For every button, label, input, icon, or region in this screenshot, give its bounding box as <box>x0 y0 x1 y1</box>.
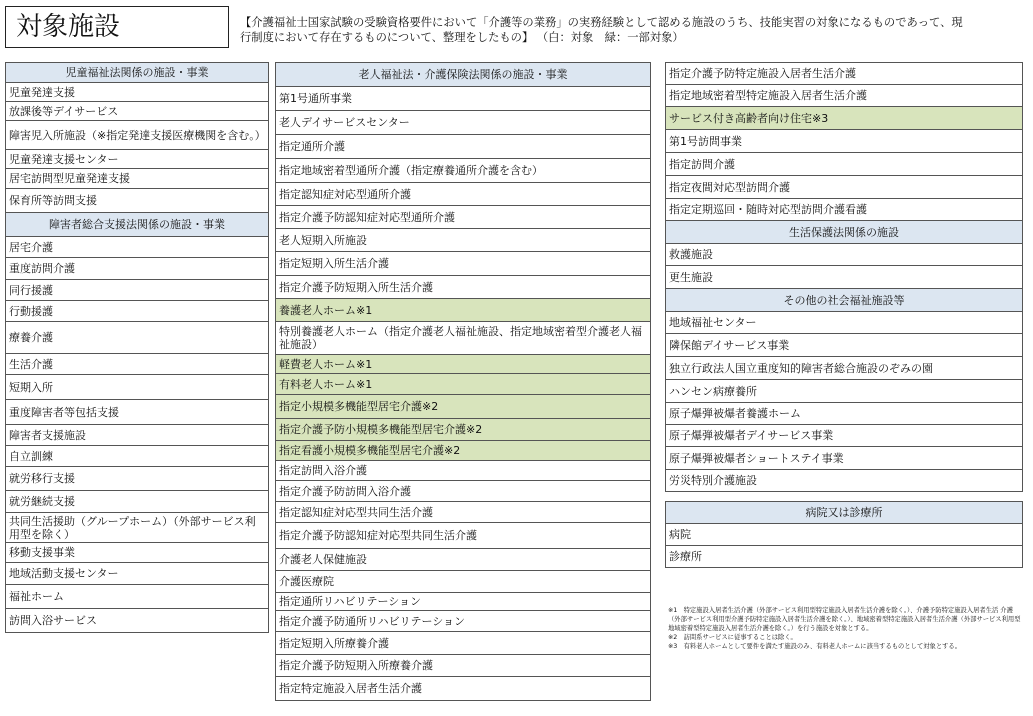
table-row <box>276 523 651 549</box>
table-row <box>276 481 651 502</box>
facility-cell: 指定通所介護 <box>276 135 651 159</box>
table-row <box>666 244 1023 266</box>
page-title: 対象施設 <box>5 6 229 48</box>
facility-cell: 指定認知症対応型共同生活介護 <box>276 502 651 523</box>
facility-cell: 病院 <box>666 524 1023 546</box>
table-row <box>6 467 269 491</box>
table-row <box>276 111 651 135</box>
table-row <box>666 153 1023 176</box>
facility-cell: 指定通所リハビリテーション <box>276 593 651 611</box>
table-row <box>6 609 269 633</box>
section-header: 障害者総合支援法関係の施設・事業 <box>6 213 269 237</box>
facility-cell: 指定地域密着型通所介護（指定療養通所介護を含む） <box>276 159 651 183</box>
facility-cell: 療養介護 <box>6 322 269 354</box>
table-row <box>6 121 269 150</box>
table-row <box>6 237 269 258</box>
facility-cell: 第1号訪問事業 <box>666 130 1023 153</box>
facility-cell: サービス付き高齢者向け住宅※3 <box>666 107 1023 130</box>
facility-cell: ハンセン病療養所 <box>666 380 1023 403</box>
facility-cell: 第1号通所事業 <box>276 87 651 111</box>
table-row <box>6 102 269 121</box>
table-row <box>666 425 1023 447</box>
facility-cell: 救護施設 <box>666 244 1023 266</box>
footnote-2: ※2 訪問系サービスに従事することは除く。 <box>668 634 797 641</box>
facility-cell: 隣保館デイサービス事業 <box>666 334 1023 357</box>
table-column-2 <box>275 62 651 701</box>
table-row <box>6 169 269 189</box>
table-row <box>276 571 651 593</box>
table-row <box>276 461 651 481</box>
facility-cell: 原子爆弾被爆者ショートステイ事業 <box>666 447 1023 470</box>
facility-cell: 共同生活援助（グループホーム）（外部サービス利用型を除く） <box>6 513 269 543</box>
facility-cell: 指定特定施設入居者生活介護 <box>276 677 651 701</box>
table-row <box>666 107 1023 130</box>
table-column-3 <box>665 62 1023 568</box>
table-row <box>6 83 269 102</box>
facility-cell: 軽費老人ホーム※1 <box>276 355 651 374</box>
section-header-row <box>6 63 269 83</box>
facility-cell: 労災特別介護施設 <box>666 470 1023 492</box>
facility-cell: 指定定期巡回・随時対応型訪問介護看護 <box>666 199 1023 221</box>
table-row <box>666 357 1023 380</box>
facility-cell: 児童発達支援センター <box>6 150 269 169</box>
table-row <box>276 395 651 419</box>
facility-cell: 指定夜間対応型訪問介護 <box>666 176 1023 199</box>
table-row <box>276 611 651 632</box>
table-row <box>6 258 269 280</box>
facility-cell: 指定介護予防短期入所療養介護 <box>276 655 651 677</box>
facility-cell: 児童発達支援 <box>6 83 269 102</box>
table-row <box>666 312 1023 334</box>
table-row <box>6 491 269 513</box>
table-row <box>666 334 1023 357</box>
table-row <box>666 266 1023 289</box>
facility-cell: 居宅介護 <box>6 237 269 258</box>
facility-cell: 放課後等デイサービス <box>6 102 269 121</box>
facility-cell: 老人短期入所施設 <box>276 229 651 252</box>
table-row <box>276 632 651 655</box>
table-row <box>276 299 651 322</box>
table-row <box>276 441 651 461</box>
facility-cell: 移動支援事業 <box>6 543 269 563</box>
facility-cell: 就労移行支援 <box>6 467 269 491</box>
facility-cell: 介護老人保健施設 <box>276 549 651 571</box>
table-row <box>276 159 651 183</box>
facility-cell: 指定介護予防短期入所生活介護 <box>276 276 651 299</box>
facility-cell: 介護医療院 <box>276 571 651 593</box>
table-row <box>276 135 651 159</box>
table-row <box>6 425 269 446</box>
facility-cell: 自立訓練 <box>6 446 269 467</box>
table-row <box>666 524 1023 546</box>
facility-cell: 独立行政法人国立重度知的障害者総合施設のぞみの園 <box>666 357 1023 380</box>
table-row <box>276 276 651 299</box>
facility-cell: 指定小規模多機能型居宅介護※2 <box>276 395 651 419</box>
footnotes <box>668 606 1023 651</box>
table-row <box>6 375 269 400</box>
facility-cell: 有料老人ホーム※1 <box>276 374 651 395</box>
table-row <box>276 502 651 523</box>
facility-cell: 短期入所 <box>6 375 269 400</box>
table-row <box>276 87 651 111</box>
facility-cell: 重度訪問介護 <box>6 258 269 280</box>
table-row <box>276 549 651 571</box>
table-row <box>6 189 269 213</box>
table-row <box>276 593 651 611</box>
spacer-cell <box>666 492 1023 502</box>
section-header-row <box>666 502 1023 524</box>
table-row <box>666 470 1023 492</box>
table-row <box>276 419 651 441</box>
table-row <box>666 380 1023 403</box>
table-row <box>6 280 269 301</box>
facility-cell: 原子爆弾被爆者養護ホーム <box>666 403 1023 425</box>
table-row <box>666 85 1023 107</box>
facility-cell: 指定短期入所生活介護 <box>276 252 651 276</box>
facility-cell: 指定訪問入浴介護 <box>276 461 651 481</box>
footnote-3: ※3 有料老人ホームとして要件を満たす施設のみ、有料老人ホームに該当するものとして対象とする。 <box>668 643 962 650</box>
facility-cell: 福祉ホーム <box>6 585 269 609</box>
table-row <box>666 176 1023 199</box>
table-row <box>276 655 651 677</box>
facility-cell: 重度障害者等包括支援 <box>6 400 269 425</box>
section-header: 生活保護法関係の施設 <box>666 221 1023 244</box>
facility-cell: 保育所等訪問支援 <box>6 189 269 213</box>
table-row <box>666 546 1023 568</box>
table-row <box>6 322 269 354</box>
facility-cell: 就労継続支援 <box>6 491 269 513</box>
table-row <box>276 183 651 206</box>
table-row <box>6 150 269 169</box>
section-header-row <box>6 213 269 237</box>
table-row <box>276 322 651 355</box>
table-row <box>276 677 651 701</box>
facility-cell: 居宅訪問型児童発達支援 <box>6 169 269 189</box>
table-row <box>666 63 1023 85</box>
facility-cell: 指定地域密着型特定施設入居者生活介護 <box>666 85 1023 107</box>
facility-cell: 原子爆弾被爆者デイサービス事業 <box>666 425 1023 447</box>
facility-cell: 障害者支援施設 <box>6 425 269 446</box>
table-row <box>666 447 1023 470</box>
facility-cell: 指定介護予防認知症対応型共同生活介護 <box>276 523 651 549</box>
footnote-1: ※1 特定施設入居者生活介護（外部サービス利用型特定施設入居者生活介護を除く。）、介護予防特定施設入居者生活 介護（外部サービス利用型介護予防特定施設入居者生活介護を除く。）、地域密着型特定施設入居者生活介護（外部サービス利用型地域密着型特定施設入居者生活介護を除く。）を行う施設を対象とする。 <box>668 607 1021 632</box>
section-header: 病院又は診療所 <box>666 502 1023 524</box>
facility-cell: 訪問入浴サービス <box>6 609 269 633</box>
facility-cell: 指定短期入所療養介護 <box>276 632 651 655</box>
facility-cell: 養護老人ホーム※1 <box>276 299 651 322</box>
table-row <box>6 543 269 563</box>
subtitle-line-2: 行制度において存在するものについて、整理をしたもの】 （白：対象 緑：一部対象） <box>240 31 684 44</box>
table-row <box>666 492 1023 502</box>
page-subtitle <box>240 15 1030 45</box>
facility-cell: 行動援護 <box>6 301 269 322</box>
table-row <box>276 374 651 395</box>
facility-cell: 地域活動支援センター <box>6 563 269 585</box>
section-header-row <box>276 63 651 87</box>
section-header-row <box>666 289 1023 312</box>
section-header: 老人福祉法・介護保険法関係の施設・事業 <box>276 63 651 87</box>
facility-cell: 障害児入所施設（※指定発達支援医療機関を含む。） <box>6 121 269 150</box>
section-header-row <box>666 221 1023 244</box>
facility-cell: 指定介護予防小規模多機能型居宅介護※2 <box>276 419 651 441</box>
table-row <box>276 206 651 229</box>
facility-cell: 生活介護 <box>6 354 269 375</box>
table-row <box>6 513 269 543</box>
table-row <box>276 355 651 374</box>
facility-cell: 診療所 <box>666 546 1023 568</box>
section-header: 児童福祉法関係の施設・事業 <box>6 63 269 83</box>
table-row <box>276 252 651 276</box>
facility-cell: 地域福祉センター <box>666 312 1023 334</box>
table-row <box>6 585 269 609</box>
facility-cell: 指定看護小規模多機能型居宅介護※2 <box>276 441 651 461</box>
section-header: その他の社会福祉施設等 <box>666 289 1023 312</box>
facility-cell: 指定介護予防通所リハビリテーション <box>276 611 651 632</box>
table-row <box>666 199 1023 221</box>
table-row <box>276 229 651 252</box>
facility-cell: 同行援護 <box>6 280 269 301</box>
facility-cell: 更生施設 <box>666 266 1023 289</box>
facility-cell: 指定訪問介護 <box>666 153 1023 176</box>
table-row <box>6 400 269 425</box>
facility-cell: 特別養護老人ホーム（指定介護老人福祉施設、指定地域密着型介護老人福祉施設） <box>276 322 651 355</box>
subtitle-line-1: 【介護福祉士国家試験の受験資格要件において「介護等の業務」の実務経験として認める施設のうち、技能実習の対象になるものであって、現 <box>240 16 963 29</box>
table-row <box>666 403 1023 425</box>
table-row <box>666 130 1023 153</box>
facility-cell: 指定認知症対応型通所介護 <box>276 183 651 206</box>
table-row <box>6 301 269 322</box>
facility-cell: 指定介護予防特定施設入居者生活介護 <box>666 63 1023 85</box>
table-column-1 <box>5 62 269 633</box>
table-row <box>6 446 269 467</box>
facility-cell: 指定介護予防認知症対応型通所介護 <box>276 206 651 229</box>
facility-cell: 指定介護予防訪問入浴介護 <box>276 481 651 502</box>
table-row <box>6 563 269 585</box>
facility-cell: 老人デイサービスセンター <box>276 111 651 135</box>
table-row <box>6 354 269 375</box>
